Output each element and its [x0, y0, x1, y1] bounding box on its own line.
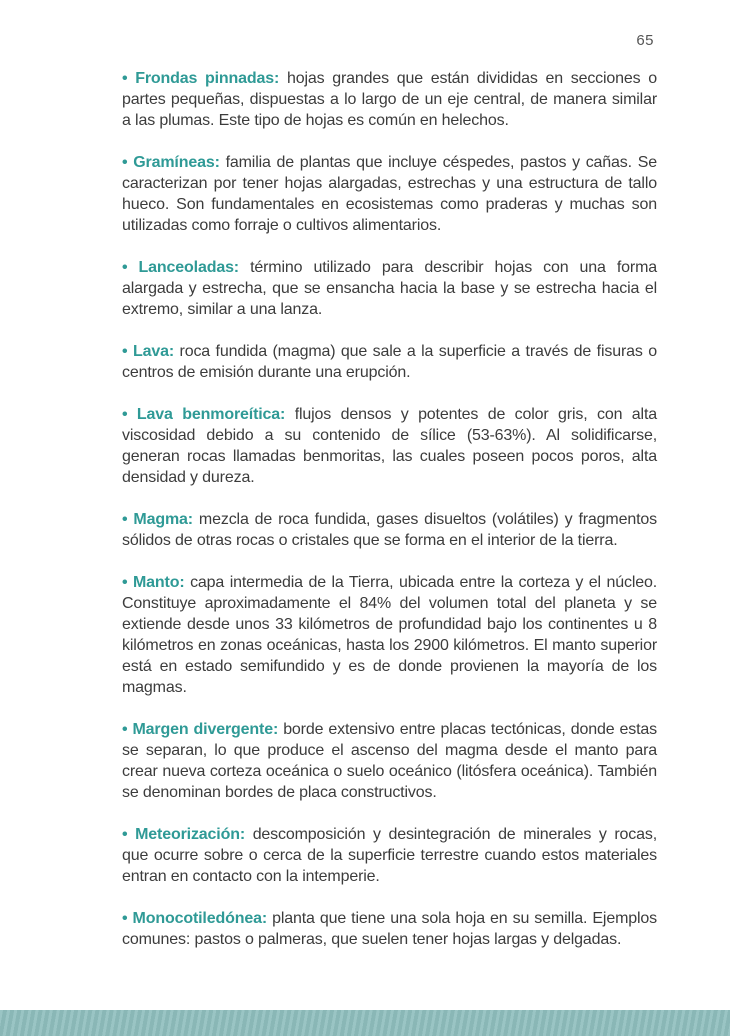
glossary-definition: mezcla de roca fundida, gases disueltos (volátiles) y fragmentos sólidos de otras rocas o cristales que se forma en el interior de la tierra.	[122, 511, 657, 549]
glossary-entry-lanceoladas	[122, 257, 657, 320]
glossary-definition: descomposición y desintegración de minerales y rocas, que ocurre sobre o cerca de la superficie terrestre cuando estos materiales entran en contacto con la intemperie.	[122, 826, 658, 885]
bullet-icon: •	[122, 154, 128, 171]
glossary-entry-magma	[122, 509, 657, 551]
glossary-definition: planta que tiene una sola hoja en su semilla. Ejemplos comunes: pastos o palmeras, que suelen tener hojas largas y delgadas.	[122, 910, 657, 948]
glossary-list	[122, 68, 657, 971]
glossary-term: Magma:	[133, 511, 193, 528]
glossary-term: Manto:	[133, 574, 185, 591]
glossary-term: Monocotiledónea:	[132, 910, 268, 927]
glossary-entry-monocotiledonea	[122, 908, 657, 950]
glossary-term: Frondas pinnadas:	[135, 70, 280, 87]
bullet-icon: •	[122, 511, 128, 528]
glossary-term: Lanceoladas:	[138, 259, 239, 276]
glossary-definition: término utilizado para describir hojas con una forma alargada y estrecha, que se ensancha hacia la base y se estrecha hacia el extremo, similar a una lanza.	[122, 259, 658, 318]
glossary-entry-meteorizacion	[122, 824, 657, 887]
bullet-icon: •	[122, 406, 128, 423]
page-number: 65	[636, 32, 654, 49]
glossary-entry-lava-benmoreitica	[122, 404, 657, 488]
bullet-icon: •	[122, 910, 128, 927]
glossary-entry-margen-divergente	[122, 719, 657, 803]
footer-decorative-band	[0, 1010, 730, 1036]
glossary-definition: borde extensivo entre placas tectónicas, donde estas se separan, lo que produce el ascenso del magma desde el manto para crear nueva corteza oceánica o suelo oceánico (litósfera oceánica). También se denominan bordes de placa constructivos.	[122, 721, 658, 801]
glossary-definition: capa intermedia de la Tierra, ubicada entre la corteza y el núcleo. Constituye aproximadamente el 84% del volumen total del planeta y se extiende desde unos 33 kilómetros de profundidad bajo los continentes u 8 kilómetros en zonas oceánicas, hasta los 2900 kilómetros. El manto superior está en estado semifundido y es de donde provienen la mayoría de los magmas.	[122, 574, 658, 696]
bullet-icon: •	[122, 70, 128, 87]
glossary-entry-gramineas	[122, 152, 657, 236]
bullet-icon: •	[122, 721, 128, 738]
glossary-term: Gramíneas:	[133, 154, 220, 171]
bullet-icon: •	[122, 574, 128, 591]
footer-texture	[0, 1010, 730, 1036]
glossary-entry-manto	[122, 572, 657, 698]
glossary-entry-frondas-pinnadas	[122, 68, 657, 131]
glossary-term: Margen divergente:	[132, 721, 279, 738]
glossary-term: Meteorización:	[135, 826, 246, 843]
glossary-definition: hojas grandes que están divididas en secciones o partes pequeñas, dispuestas a lo largo de un eje central, de manera similar a las plumas. Este tipo de hojas es común en helechos.	[122, 70, 658, 129]
glossary-definition: roca fundida (magma) que sale a la superficie a través de fisuras o centros de emisión durante una erupción.	[122, 343, 657, 381]
bullet-icon: •	[122, 826, 128, 843]
glossary-definition: familia de plantas que incluye céspedes, pastos y cañas. Se caracterizan por tener hojas alargadas, estrechas y una estructura de tallo hueco. Son fundamentales en ecosistemas como praderas y muchas son utilizadas como forraje o cultivos alimentarios.	[122, 154, 657, 234]
glossary-definition: flujos densos y potentes de color gris, con alta viscosidad debido a su contenido de sílice (53-63%). Al solidificarse, generan rocas llamadas benmoritas, las cuales poseen pocos poros, alta densidad y dureza.	[122, 406, 657, 486]
glossary-entry-lava	[122, 341, 657, 383]
glossary-term: Lava:	[132, 343, 175, 360]
glossary-term: Lava benmoreítica:	[136, 406, 286, 423]
bullet-icon: •	[122, 259, 128, 276]
bullet-icon: •	[122, 343, 128, 360]
